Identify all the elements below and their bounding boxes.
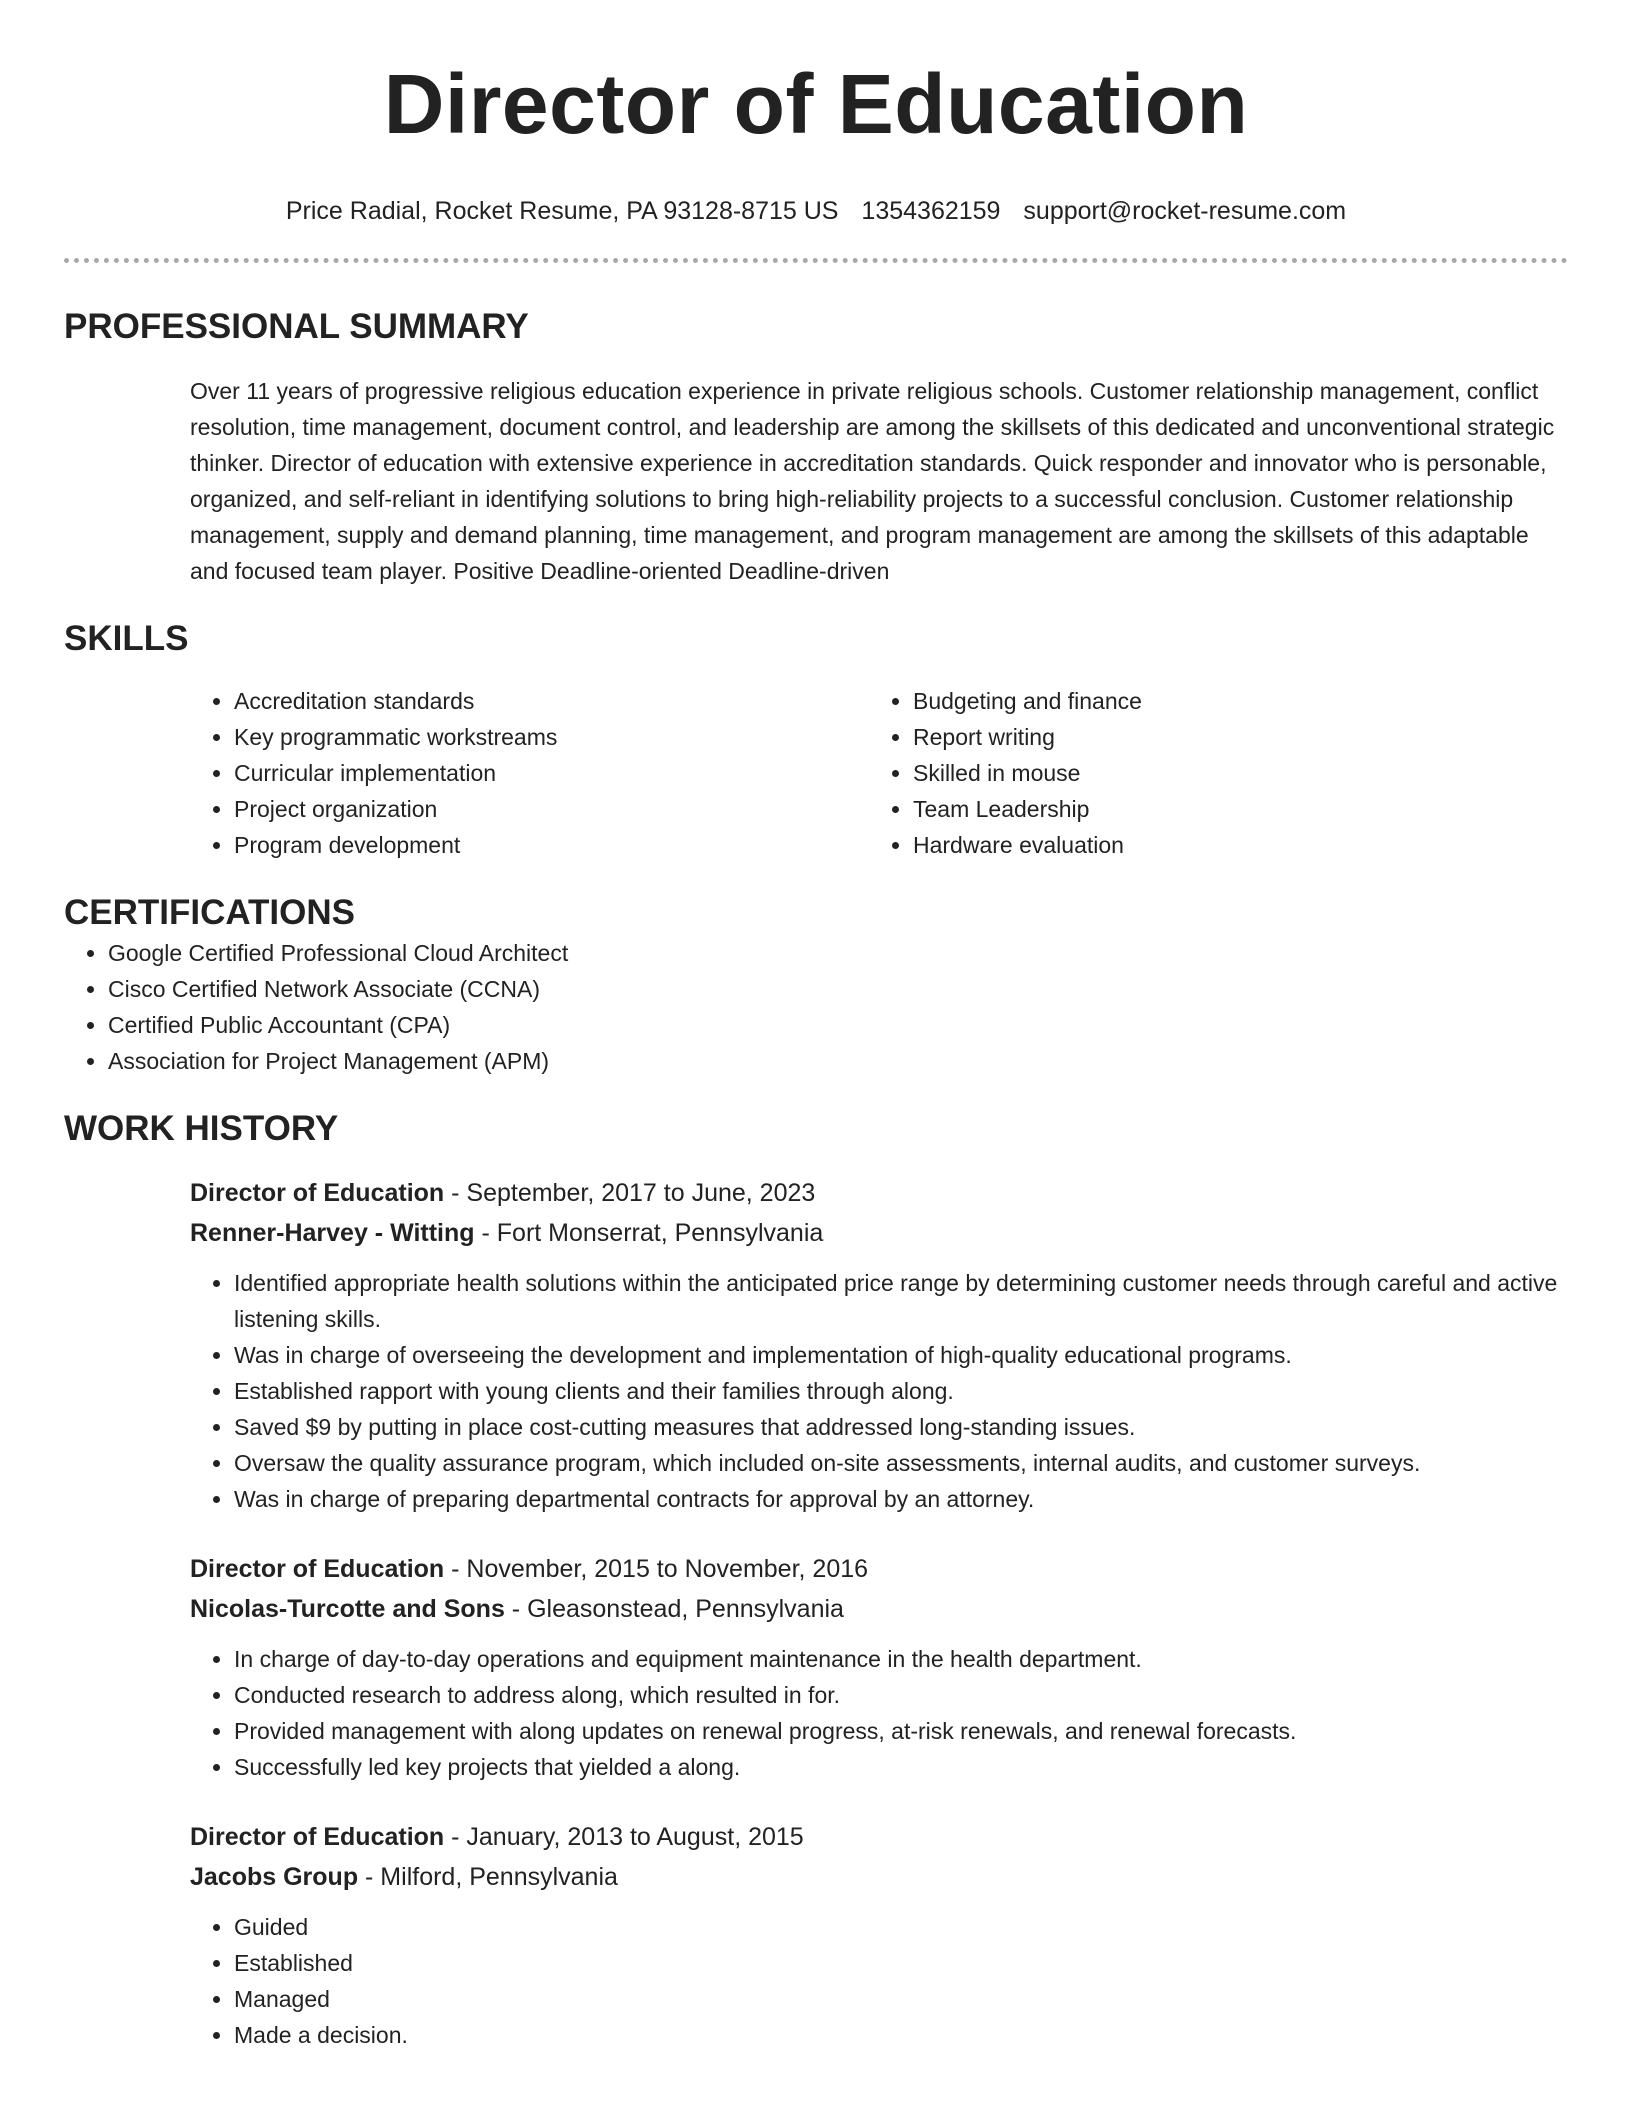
certification-item: • Google Certified Professional Cloud Architect: [108, 935, 1568, 971]
job-bullet: • Saved $9 by putting in place cost-cutting measures that addressed long-standing issues.: [234, 1409, 1568, 1445]
job-role: Director of Education: [190, 1555, 445, 1583]
job-company-line: [190, 1213, 1568, 1253]
skill-item: • Project organization: [234, 791, 869, 827]
skills-section: [64, 617, 1568, 863]
job-bullet: • Provided management with along updates on renewal progress, at-risk renewals, and renewal forecasts.: [234, 1713, 1568, 1749]
job-role: Director of Education: [190, 1823, 445, 1851]
skill-item: • Program development: [234, 827, 869, 863]
job-dates: - January, 2013 to August, 2015: [444, 1823, 804, 1851]
summary-heading: PROFESSIONAL SUMMARY: [64, 307, 529, 346]
summary-text: Over 11 years of progressive religious education experience in private religious schools. Customer relationship management, conflict resolution, time management, document control, and leadership are among the skillsets of this dedicated and unconventional strategic thinker. Director of education with extensive experience in accreditation standards. Quick responder and innovator who is personable, organized, and self-reliant in identifying solutions to bring high-reliability projects to a successful conclusion. Customer relationship management, supply and demand planning, time management, and program management are among the skillsets of this adaptable and focused team player. Positive Deadline-oriented Deadline-driven: [190, 378, 1555, 584]
job-bullet: • Established rapport with young clients and their families through along.: [234, 1373, 1568, 1409]
contact-address: Price Radial, Rocket Resume, PA 93128-8715 US: [285, 197, 839, 225]
contact-phone: 1354362159: [861, 197, 1001, 225]
job-company: Nicolas-Turcotte and Sons: [190, 1595, 505, 1623]
skill-item: • Skilled in mouse: [913, 755, 1568, 791]
job-role: Director of Education: [190, 1179, 445, 1207]
job-dates: - November, 2015 to November, 2016: [444, 1555, 869, 1583]
job-company-line: [190, 1589, 1568, 1629]
header-divider: [64, 258, 1568, 263]
job-bullet: • Oversaw the quality assurance program, which included on-site assessments, internal audits, and customer surveys.: [234, 1445, 1568, 1481]
job-title-line: [190, 1817, 1568, 1857]
skills-list-right: [869, 683, 1568, 863]
certification-item: • Cisco Certified Network Associate (CCNA): [108, 971, 1568, 1007]
job-bullet: • Managed: [234, 1981, 1568, 2017]
skill-item: • Accreditation standards: [234, 683, 869, 719]
work-history-section: [64, 1107, 1568, 2053]
skills-heading: SKILLS: [64, 619, 189, 658]
contact-line: [64, 194, 1568, 228]
candidate-name: Director of Education: [383, 57, 1249, 151]
certifications-section: [64, 891, 1568, 1079]
job-dates: - September, 2017 to June, 2023: [444, 1179, 816, 1207]
job-bullet: • Was in charge of preparing departmental contracts for approval by an attorney.: [234, 1481, 1568, 1517]
job-company: Jacobs Group: [190, 1863, 359, 1891]
job-bullet: • Established: [234, 1945, 1568, 1981]
certifications-list: [64, 935, 1568, 1079]
job-entry: [190, 1817, 1568, 2053]
skill-item: • Team Leadership: [913, 791, 1568, 827]
work-history-heading: WORK HISTORY: [64, 1109, 339, 1148]
skill-item: • Budgeting and finance: [913, 683, 1568, 719]
job-bullets: [190, 1265, 1568, 1517]
job-bullet: • Successfully led key projects that yielded a along.: [234, 1749, 1568, 1785]
skill-item: • Hardware evaluation: [913, 827, 1568, 863]
job-location: - Milford, Pennsylvania: [358, 1863, 618, 1891]
job-location: - Gleasonstead, Pennsylvania: [504, 1595, 844, 1623]
job-bullet: • In charge of day-to-day operations and equipment maintenance in the health department.: [234, 1641, 1568, 1677]
job-entry: [190, 1173, 1568, 1517]
job-location: - Fort Monserrat, Pennsylvania: [474, 1219, 824, 1247]
certifications-heading: CERTIFICATIONS: [64, 893, 356, 932]
job-bullet: • Identified appropriate health solutions within the anticipated price range by determining customer needs through careful and active listening skills.: [234, 1265, 1568, 1337]
job-bullets: [190, 1641, 1568, 1785]
skill-item: • Key programmatic workstreams: [234, 719, 869, 755]
contact-email: support@rocket-resume.com: [1023, 197, 1347, 225]
job-title-line: [190, 1549, 1568, 1589]
skills-grid: [190, 683, 1568, 863]
job-bullet: • Conducted research to address along, which resulted in for.: [234, 1677, 1568, 1713]
job-bullets: [190, 1909, 1568, 2053]
skill-item: • Curricular implementation: [234, 755, 869, 791]
skill-item: • Report writing: [913, 719, 1568, 755]
job-bullet: • Was in charge of overseeing the development and implementation of high-quality educational programs.: [234, 1337, 1568, 1373]
job-entry: [190, 1549, 1568, 1785]
job-company-line: [190, 1857, 1568, 1897]
job-bullet: • Made a decision.: [234, 2017, 1568, 2053]
job-title-line: [190, 1173, 1568, 1213]
certification-item: • Certified Public Accountant (CPA): [108, 1007, 1568, 1043]
certification-item: • Association for Project Management (APM): [108, 1043, 1568, 1079]
job-bullet: • Guided: [234, 1909, 1568, 1945]
skills-list-left: [190, 683, 869, 863]
job-company: Renner-Harvey - Witting: [190, 1219, 475, 1247]
summary-section: [64, 305, 1568, 589]
